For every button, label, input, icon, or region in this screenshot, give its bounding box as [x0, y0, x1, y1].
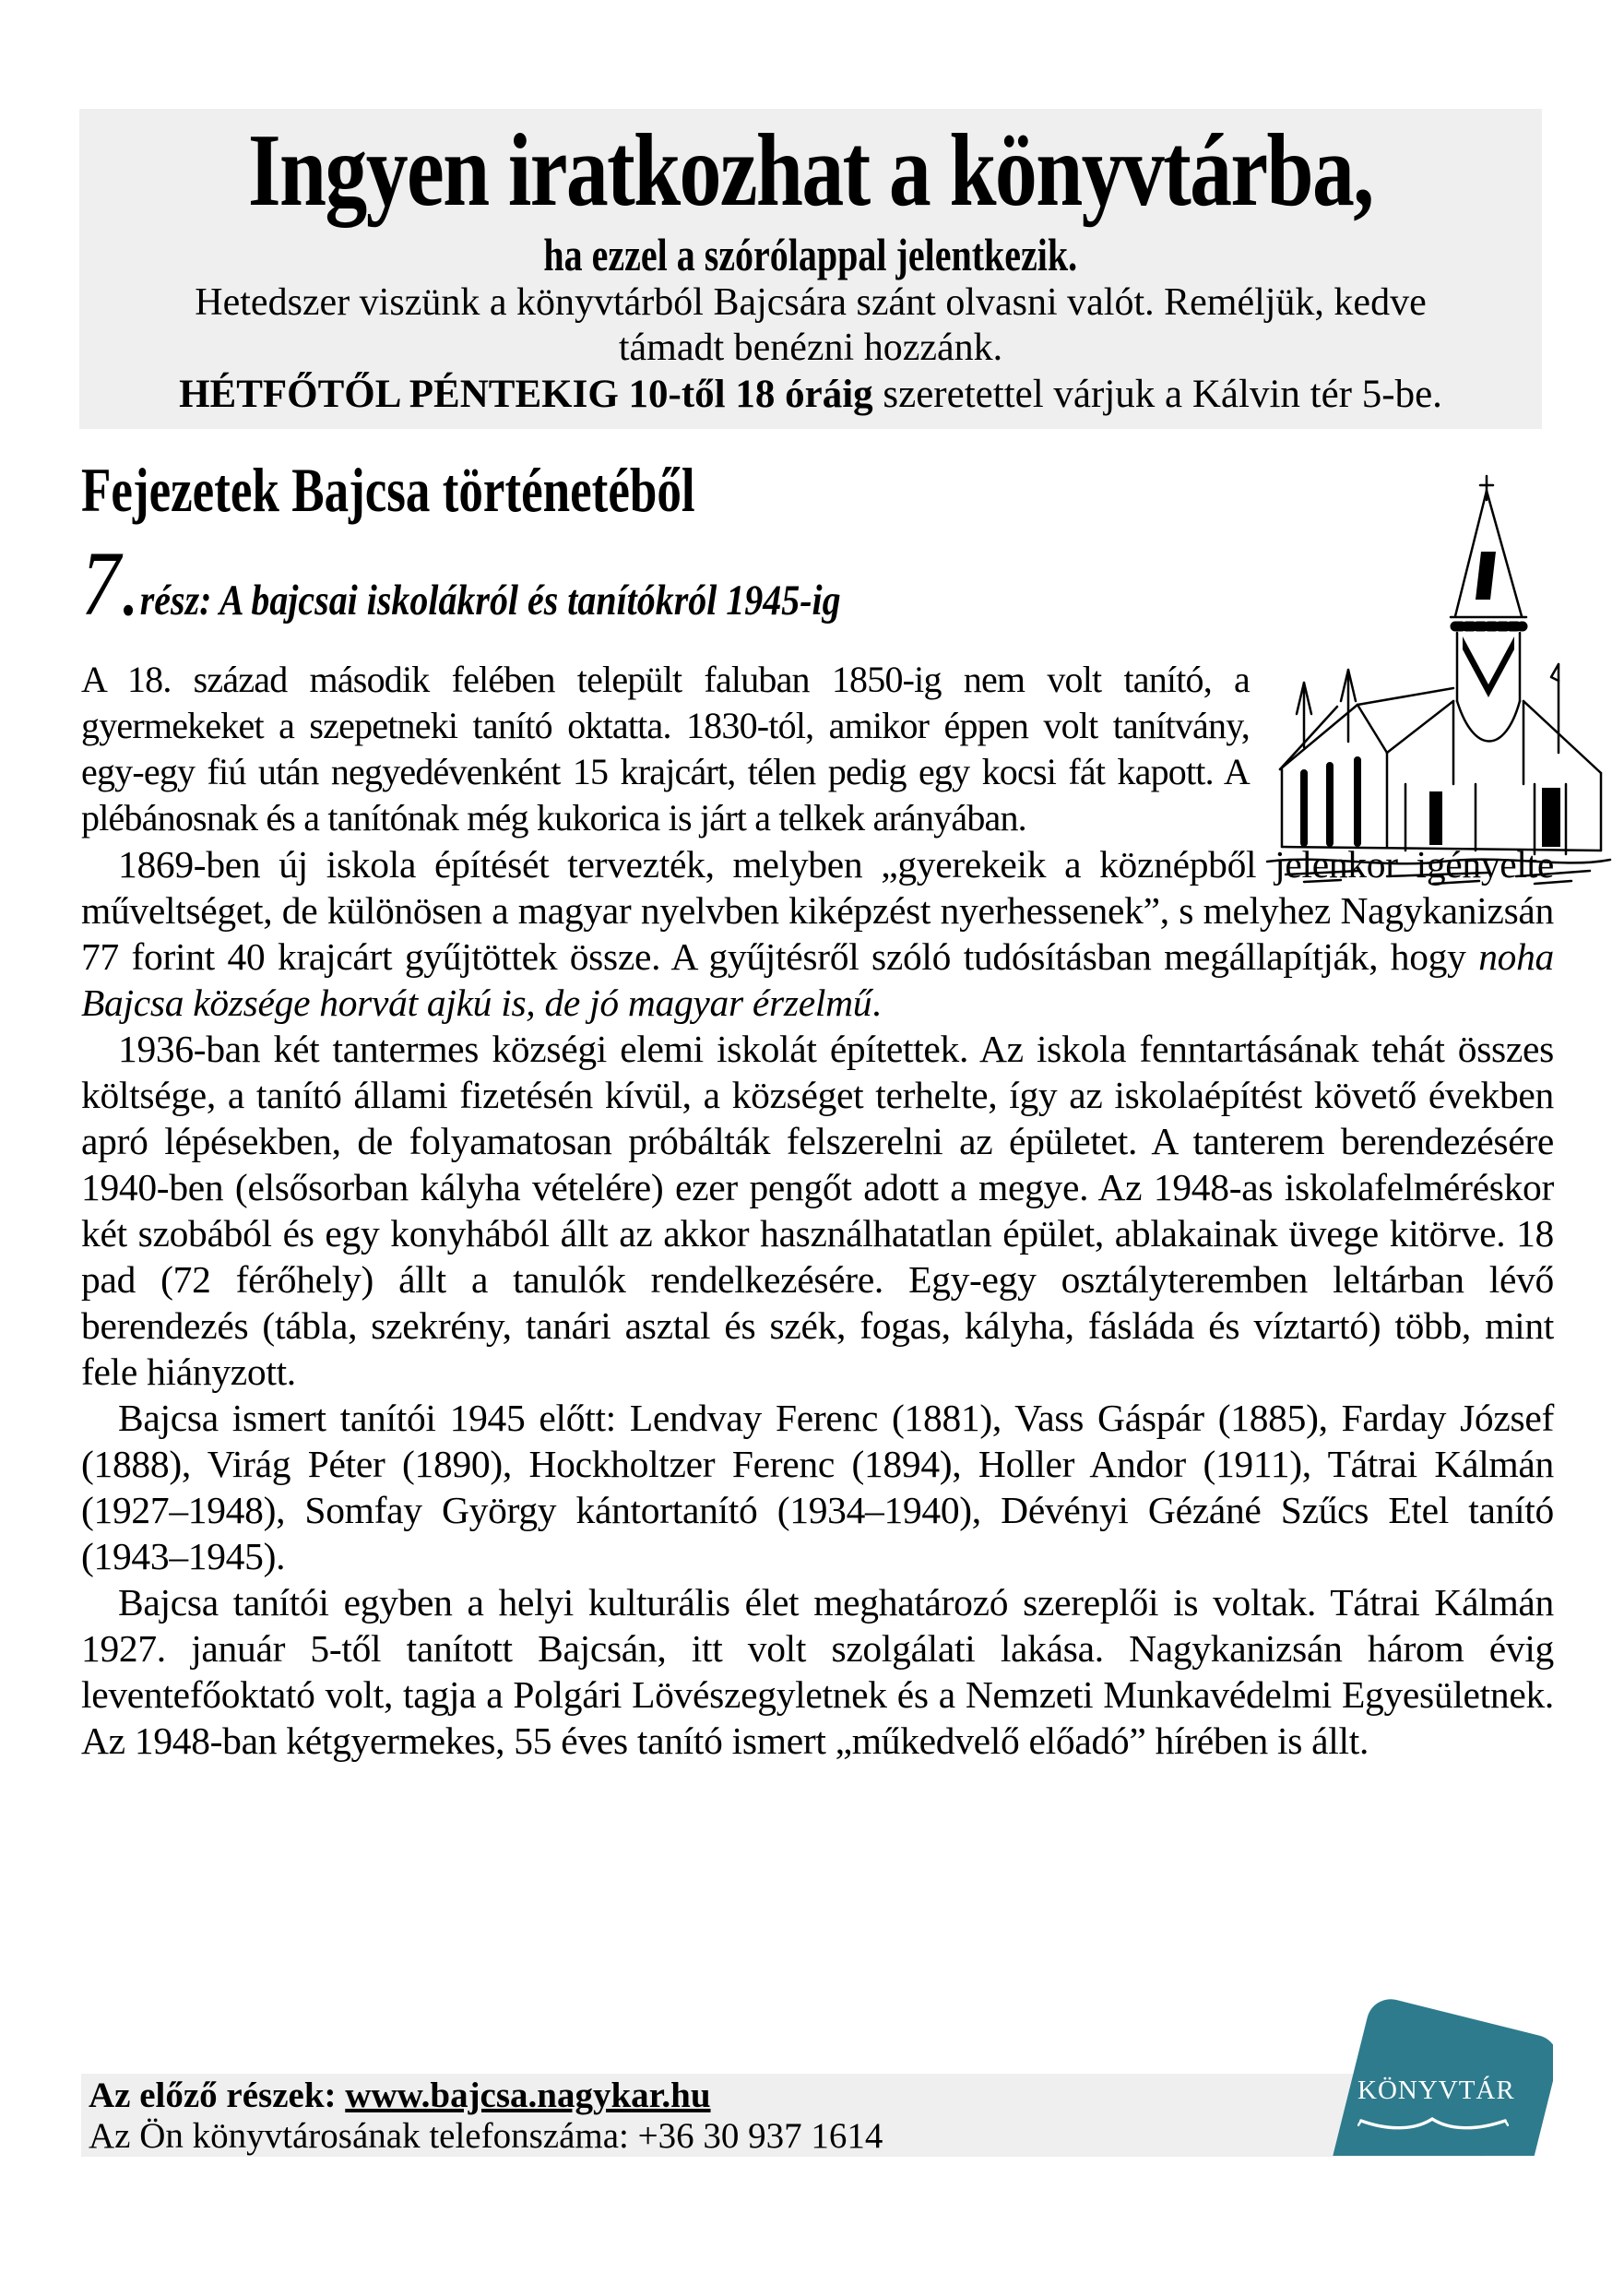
previous-parts-link[interactable]: www.bajcsa.nagykar.hu — [345, 2076, 711, 2115]
banner-intro — [79, 280, 1542, 371]
paragraph-2-quote-italic: noha Bajcsa községe horvát ajkú is, de jó magyar érzelmű — [81, 935, 1554, 1024]
previous-parts-line — [89, 2076, 1485, 2116]
body-paragraph-2 — [81, 841, 1554, 1026]
library-logo — [1298, 1983, 1553, 2156]
part-number: 7. — [81, 532, 140, 635]
headline-text: Ingyen iratkozhat a könyvtárba, — [248, 113, 1373, 228]
previous-parts-label: Az előző részek: — [89, 2076, 346, 2115]
opening-hours-bold: HÉTFŐTŐL PÉNTEKIG 10-től 18 óráig — [179, 373, 873, 416]
paragraph-2-end: . — [871, 981, 882, 1024]
opening-hours-line — [79, 371, 1542, 419]
intro-line-1: Hetedszer viszünk a könyvtárból Bajcsára szánt olvasni valót. Reméljük, kedve — [195, 281, 1427, 324]
banner-headline — [79, 109, 1542, 229]
banner-subheadline — [79, 229, 1542, 280]
subheadline-text: ha ezzel a szórólappal jelentkezik. — [543, 229, 1078, 280]
body-paragraph-4: Bajcsa ismert tanítói 1945 előtt: Lendvay Ferenc (1881), Vass Gáspár (1885), Farday József (1888), Virág Péter (1890), Hockholtzer Ferenc (1894), Holler Andor (1911), Tátrai Kálmán (1927–1948), Somfay György kántortanító (1934–1940), Dévényi Gézáné Szűcs Etel tanító (1943–1945). — [81, 1397, 1554, 1577]
intro-line-2: támadt benézni hozzánk. — [618, 327, 1003, 369]
opening-hours-rest: szeretettel várjuk a Kálvin tér 5-be. — [872, 373, 1442, 416]
library-logo-text: KÖNYVTÁR — [1357, 2076, 1515, 2105]
article-body — [81, 657, 1554, 1764]
part-title: rész: A bajcsai iskolákról és tanítókról 1945-ig — [139, 577, 841, 625]
librarian-phone-line: Az Ön könyvtárosának telefonszáma: +36 30 937 1614 — [89, 2116, 883, 2156]
body-paragraph-5: Bajcsa tanítói egyben a helyi kulturális élet meghatározó szereplői is voltak. Tátrai Kálmán 1927. január 5-től tanított Bajcsán, itt volt szolgálati lakása. Nagykanizsán három évig leventefőoktató volt, tagja a Polgári Lövészegyletnek és a Nemzeti Munkavédelmi Egyesületnek. Az 1948-ban kétgyermekes, 55 éves tanító ismert „műkedvelő előadó” hírében is állt. — [81, 1581, 1554, 1762]
body-paragraph-3: 1936-ban két tantermes községi elemi iskolát építettek. Az iskola fenntartásának tehát összes költsége, a tanító állami fizetésén kívül, a községet terhelte, így az iskolaépítést követő években apró lépésekben, de folyamatosan próbálták felszerelni az épületet. A tanterem berendezésére 1940-ben (elsősorban kályha vételére) ezer pengőt adott a megye. Az 1948-as iskolafelméréskor két szobából és egy konyhából állt az akkor használhatatlan épület, ablakainak üvege kitörve. 18 pad (72 férőhely) állt a tanulók rendelkezésére. Egy-egy osztályteremben leltárban lévő berendezés (tábla, szekrény, tanári asztal és szék, fogas, kályha, fásláda és víztartó) több, mint fele hiányzott. — [81, 1028, 1554, 1393]
open-book-icon — [1357, 2109, 1509, 2133]
body-paragraph-1: A 18. század második felében települt faluban 1850-ig nem volt tanító, a gyermekeket a szepetneki tanító oktatta. 1830-tól, amikor éppen volt tanítvány, egy-egy fiú után negyedévenként 15 krajcárt, télen pedig egy kocsi fát kapott. A plébánosnak és a tanítónak még kukorica is járt a telkek arányában. — [81, 659, 1250, 839]
article-part-line — [81, 524, 841, 644]
footer-bar — [81, 2074, 1485, 2157]
header-banner — [79, 109, 1542, 429]
paragraph-2-start: 1869-ben új iskola építését tervezték, melyben „gyerekeik a köznépből jelenkor igényelte műveltséget, de különösen a magyar nyelvben kiképzést nyerhessenek”, s melyhez Nagykanizsán 77 forint 40 krajcárt gyűjtöttek össze. A gyűjtésről szóló tudósításban megállapítják, hogy — [81, 843, 1554, 978]
article-title: Fejezetek Bajcsa történetéből — [81, 455, 695, 525]
